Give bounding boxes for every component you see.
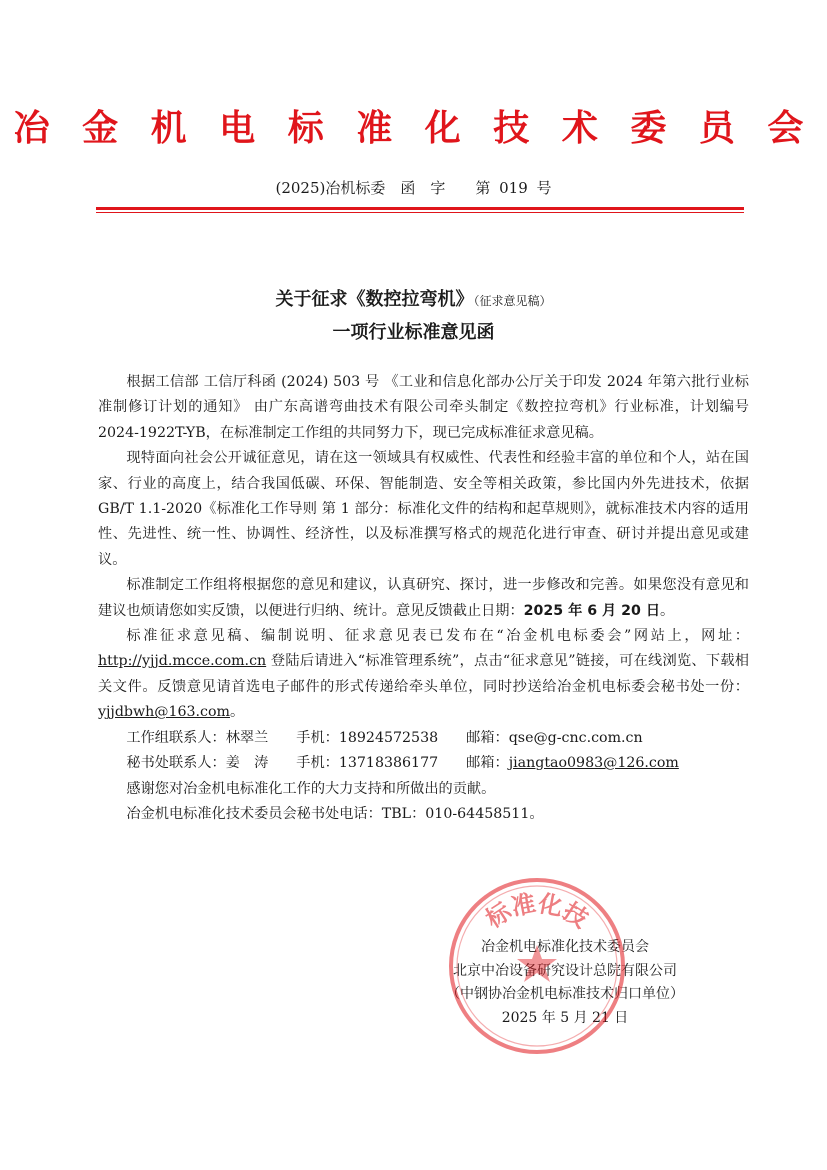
thanks-line: 感谢您对冶金机电标准化工作的大力支持和所做出的贡献。 [126,780,496,797]
contact-email-label: 邮箱： [466,755,509,772]
website-link[interactable]: http://yjjd.mcce.com.cn [98,653,267,670]
contact-email-label: 邮箱： [466,729,509,746]
secretariat-email-link[interactable]: yjjdbwh@163.com [98,704,230,721]
paragraph-3-text: 标准制定工作组将根据您的意见和建议，认真研究、探讨，进一步修改和完善。如果您没有意见和建议也烦请您如实反馈，以便进行归纳、统计。意见反馈截止日期： [98,577,749,619]
letterhead-title: 冶 金 机 电 标 准 化 技 术 委 员 会 [13,108,814,149]
paragraph-4 [98,624,749,726]
paragraph-4-text-b: 登陆后请进入“标准管理系统”，点击“征求意见”链接，可在线浏览、下载相关文件。反馈意见请首选电子邮件的形式传递给牵头单位，同时抄送给冶金机电标委会秘书处一份： [98,653,749,695]
header-rule-thin [96,212,744,213]
letter-body [98,370,749,827]
contact-line-secretariat [98,751,749,776]
contact-phone: 手机：13718386177 [296,755,439,772]
signature-block [400,936,730,1030]
seal-arc-text: 标准化技 [480,889,594,934]
paragraph-3 [98,573,749,624]
letter-title-line2: 一项行业标准意见函 [332,322,495,343]
contact-email-link[interactable]: jiangtao0983@126.com [508,755,679,772]
contact-line-workgroup [98,726,749,751]
letter-title-note: （征求意见稿） [473,294,552,308]
signature-line-1: 冶金机电标准化技术委员会 [481,939,649,955]
deadline-date: 2025 年 6 月 20 日 [523,602,661,619]
contact-email: qse@g-cnc.com.cn [508,729,643,746]
signature-date: 2025 年 5 月 21 日 [501,1009,629,1026]
contact-role: 工作组联系人：林翠兰 [126,729,269,746]
header-rule-thick [96,207,744,210]
signature-line-3: （中钢协冶金机电标准技术归口单位） [446,986,684,1002]
paragraph-3-end: 。 [660,602,675,619]
letter-title-main: 关于征求《数控拉弯机》 [275,289,474,310]
document-number: (2025)冶机标委 函 字 第 019 号 [275,179,552,197]
paragraph-2: 现特面向社会公开诚征意见，请在这一领域具有权威性、代表性和经验丰富的单位和个人，站在国家、行业的高度上，结合我国低碳、环保、智能制造、安全等相关政策，参比国内外先进技术，依据 GB/T 1.1-2020《标准化工作导则 第 1 部分：标准化文件的结构和起草规则》，就标准技术内容的适用性、先进性、统一性、协调性、经济性，以及标准撰写格式的规范化进行审查、研讨并提出意见或建议。 [98,450,749,568]
contact-role: 秘书处联系人：姜 涛 [126,755,269,772]
paragraph-4-text-a: 标准征求意见稿、编制说明、征求意见表已发布在“冶金机电标委会”网站上，网址： [126,628,749,645]
paragraph-1: 根据工信部 工信厅科函 (2024) 503 号 《工业和信息化部办公厅关于印发 2024 年第六批行业标准制修订计划的通知》 由广东高谱弯曲技术有限公司牵头制定《数控拉弯机》行业标准，计划编号 2024-1922T-YB，在标准制定工作组的共同努力下，现已完成标准征求意见稿。 [98,374,749,441]
signature-line-2: 北京中冶设备研究设计总院有限公司 [453,962,677,979]
telephone-line: 冶金机电标准化技术委员会秘书处电话：TBL：010-64458511。 [126,805,544,822]
contact-phone: 手机：18924572538 [296,729,439,746]
letter-title-line1 [0,285,827,311]
paragraph-4-end: 。 [229,704,245,721]
